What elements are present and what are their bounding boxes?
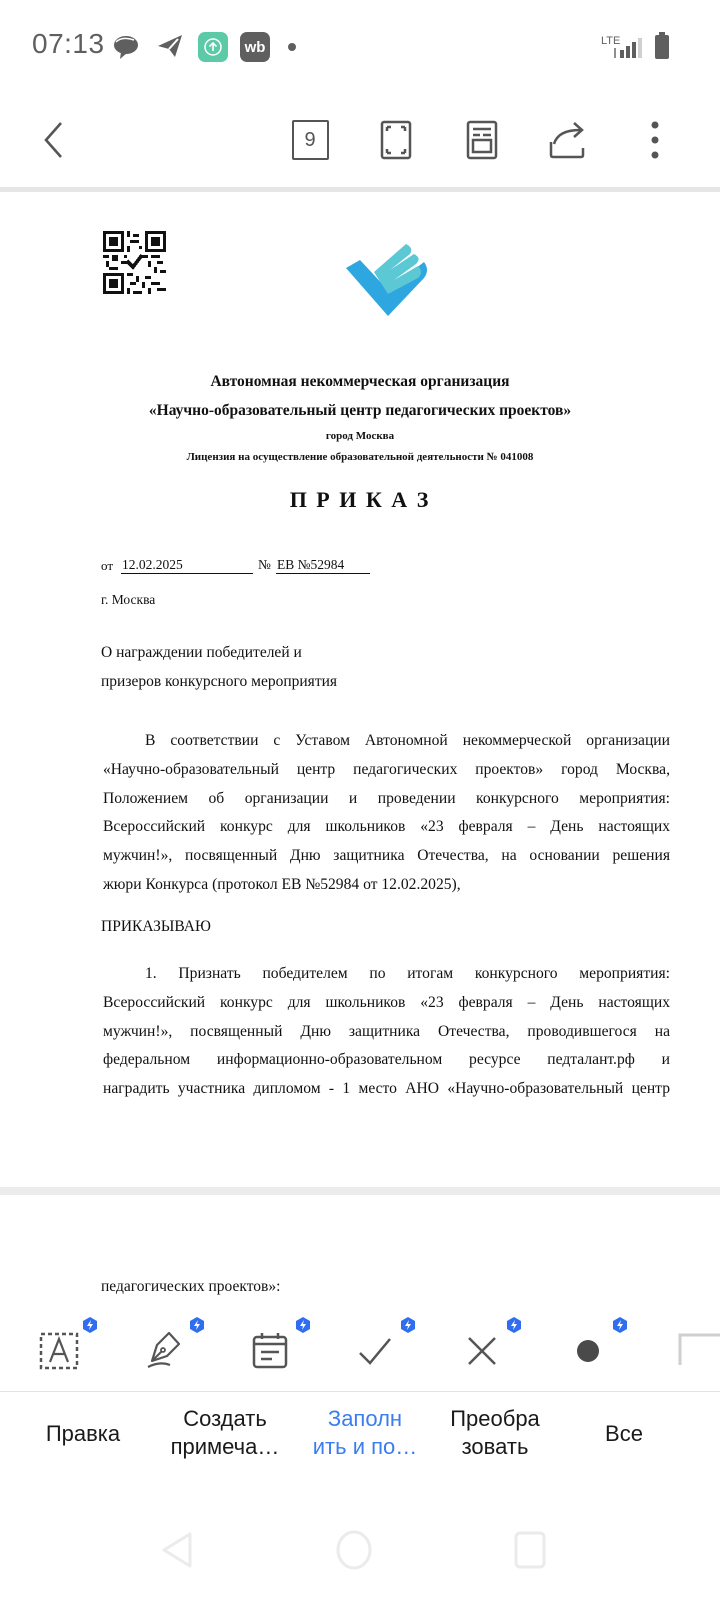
intro-paragraph bbox=[103, 727, 670, 900]
paragraph-line: Всероссийский конкурс для школьников «23 февраля – День настоящих bbox=[103, 993, 670, 1011]
status-time: 07:13 bbox=[32, 28, 105, 59]
order-city: г. Москва bbox=[101, 592, 156, 607]
order-number: ЕВ №52984 bbox=[276, 557, 370, 574]
next-page-text: педагогических проектов»: bbox=[101, 1278, 281, 1295]
org-full-name: «Научно-образовательный центр педагогических проектов» bbox=[148, 402, 572, 419]
paragraph-line: жюри Конкурса (протокол ЕВ №52984 от 12.02.2025), bbox=[103, 875, 461, 893]
signal-icon bbox=[612, 38, 644, 60]
checkmark-icon bbox=[348, 1325, 404, 1381]
upload-app-icon bbox=[198, 32, 228, 62]
paragraph-line: В соответствии с Уставом Автономной некоммерческой организации bbox=[145, 732, 670, 749]
organization-logo bbox=[344, 242, 430, 320]
tab-label: примеча… bbox=[170, 1434, 280, 1459]
date-tool[interactable] bbox=[242, 1325, 302, 1381]
premium-badge-icon bbox=[81, 1316, 99, 1334]
more-options-button[interactable] bbox=[630, 115, 680, 165]
chat-bubble-icon bbox=[112, 34, 140, 60]
premium-badge-icon bbox=[188, 1316, 206, 1334]
calendar-icon bbox=[242, 1325, 298, 1381]
box-tool[interactable] bbox=[668, 1325, 720, 1381]
tab-label: Заполн bbox=[327, 1406, 403, 1431]
tab-label: Правка bbox=[45, 1421, 121, 1446]
paragraph-line: 1. Признать победителем по итогам конкурсного мероприятия: bbox=[145, 965, 670, 982]
fullscreen-icon bbox=[380, 120, 412, 160]
page-count-button[interactable] bbox=[285, 115, 335, 165]
top-toolbar bbox=[0, 95, 720, 187]
nav-back-icon[interactable] bbox=[158, 1530, 198, 1570]
premium-badge-icon bbox=[611, 1316, 629, 1334]
tab-label: ить и по… bbox=[312, 1434, 418, 1459]
text-box-icon bbox=[30, 1325, 86, 1381]
toolbar-divider bbox=[0, 187, 720, 192]
date-prefix: от bbox=[101, 558, 114, 573]
system-nav-bar bbox=[0, 1500, 720, 1600]
fullscreen-button[interactable] bbox=[371, 115, 421, 165]
battery-icon bbox=[654, 32, 670, 60]
page-count: 9 bbox=[304, 128, 316, 151]
premium-badge-icon bbox=[294, 1316, 312, 1334]
wb-app-icon bbox=[240, 32, 270, 62]
paragraph-line: мужчин!», посвященный Дню защитника Отечества, проводившегося на bbox=[103, 1022, 670, 1040]
share-icon bbox=[548, 120, 588, 160]
license-text: Лицензия на осуществление образовательной деятельности № 041008 bbox=[186, 451, 534, 463]
status-bar bbox=[0, 0, 720, 95]
order-date: 12.02.2025 bbox=[121, 557, 253, 574]
tab-all[interactable] bbox=[564, 1420, 684, 1448]
page-separator bbox=[0, 1187, 720, 1195]
cross-icon bbox=[454, 1325, 510, 1381]
dot-icon bbox=[560, 1325, 616, 1381]
nav-recents-icon[interactable] bbox=[510, 1530, 550, 1570]
city-header: город Москва bbox=[325, 430, 395, 442]
tab-label: зовать bbox=[461, 1434, 529, 1459]
subject-line: О награждении победителей и bbox=[101, 644, 302, 661]
share-button[interactable] bbox=[543, 115, 593, 165]
page-count-icon bbox=[292, 120, 329, 160]
paragraph-line: «Научно-образовательный центр педагогических проектов» город Москва, bbox=[103, 760, 670, 778]
org-name: Автономная некоммерческая организация bbox=[210, 373, 510, 390]
layout-icon bbox=[466, 120, 498, 160]
order-subject bbox=[101, 639, 337, 696]
telegram-icon bbox=[156, 33, 184, 59]
tab-label: Все bbox=[605, 1421, 643, 1446]
premium-badge-icon bbox=[505, 1316, 523, 1334]
network-label: LTE bbox=[601, 35, 621, 47]
tabs-divider bbox=[0, 1391, 720, 1392]
more-vertical-icon bbox=[650, 120, 660, 160]
more-dot-icon bbox=[288, 43, 296, 51]
back-icon bbox=[41, 120, 65, 160]
tab-label: Создать bbox=[183, 1406, 267, 1431]
tab-create-note[interactable] bbox=[165, 1405, 285, 1461]
nav-home-icon[interactable] bbox=[334, 1530, 374, 1570]
item-1-paragraph bbox=[103, 960, 670, 1104]
qr-code-icon bbox=[103, 231, 166, 294]
back-button[interactable] bbox=[28, 115, 78, 165]
paragraph-line: Всероссийский конкурс для школьников «23 февраля – День настоящих bbox=[103, 818, 670, 836]
signature-tool[interactable] bbox=[136, 1325, 196, 1381]
premium-badge-icon bbox=[399, 1316, 417, 1334]
tab-fill-sign[interactable] bbox=[305, 1405, 425, 1461]
subject-line: призеров конкурсного мероприятия bbox=[101, 672, 338, 690]
box-icon bbox=[668, 1325, 720, 1381]
tab-edit[interactable] bbox=[23, 1420, 143, 1448]
paragraph-line: наградить участника дипломом - 1 место АНО «Научно-образовательный центр bbox=[103, 1080, 670, 1098]
number-prefix: № bbox=[258, 557, 271, 572]
tab-convert[interactable] bbox=[435, 1405, 555, 1461]
paragraph-line: Положением об организации и проведении конкурсного мероприятия: bbox=[103, 789, 670, 807]
pen-nib-icon bbox=[136, 1325, 192, 1381]
tab-label: Преобра bbox=[450, 1406, 540, 1431]
paragraph-line: федеральном информационно-образовательном ресурсе педталант.рф и bbox=[103, 1051, 670, 1069]
order-word: ПРИКАЗЫВАЮ bbox=[101, 918, 211, 935]
paragraph-line: мужчин!», посвященный Дню защитника Отечества, на основании решения bbox=[103, 847, 670, 865]
document-title: П Р И К А З bbox=[289, 487, 431, 512]
layout-button[interactable] bbox=[457, 115, 507, 165]
wb-label: wb bbox=[244, 38, 266, 56]
